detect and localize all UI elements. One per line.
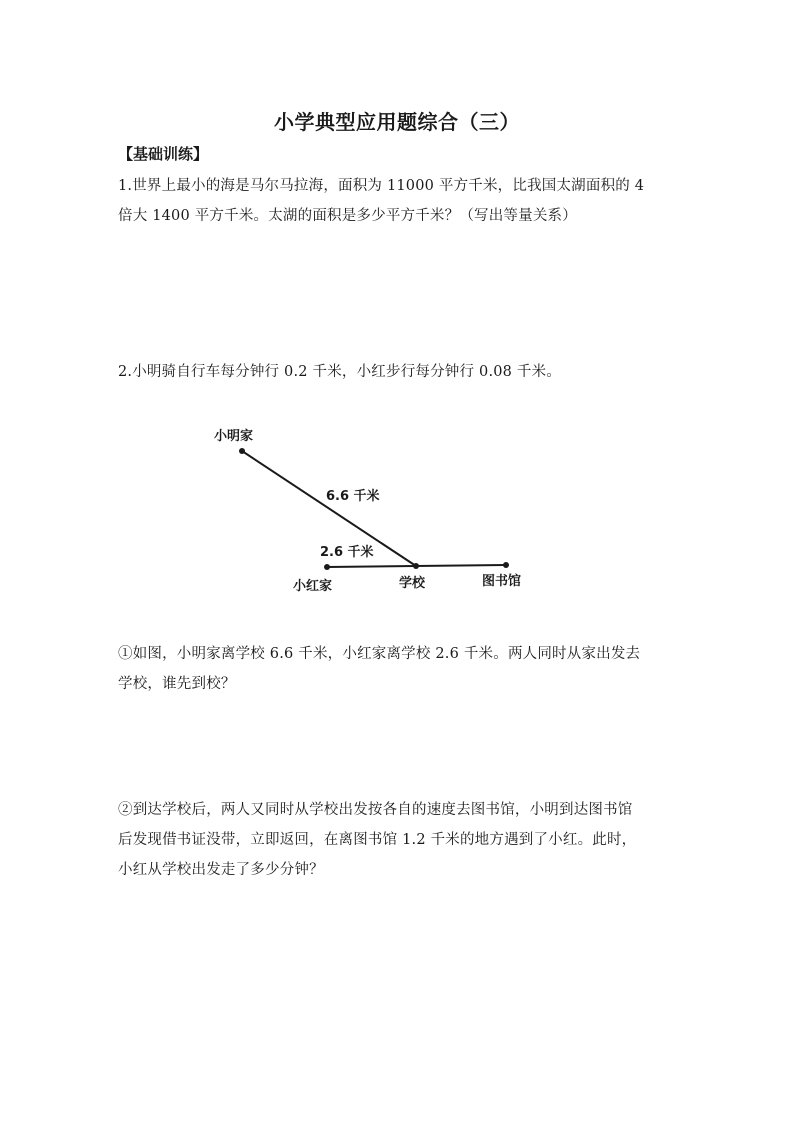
- point-library: [503, 562, 509, 568]
- route-diagram: [200, 420, 560, 610]
- question-2-intro-line: 2.小明骑自行车每分钟行 0.2 千米，小红步行每分钟行 0.08 千米。: [118, 364, 562, 380]
- label-school: 学校: [399, 576, 426, 591]
- label-xiaoming-home: 小明家: [214, 429, 254, 444]
- question-2-part-2-line-2: 后发现借书证没带，立即返回，在离图书馆 1.2 千米的地方遇到了小红。此时，: [118, 832, 637, 848]
- label-distance-long: 6.6 千米: [326, 489, 380, 504]
- point-school: [413, 563, 419, 569]
- label-xiaohong-home: 小红家: [293, 579, 333, 594]
- question-2-part-1: [118, 639, 683, 699]
- label-library: 图书馆: [482, 574, 522, 589]
- question-2-part-2-line-1: ②到达学校后，两人又同时从学校出发按各自的速度去图书馆，小明到达图书馆: [118, 802, 633, 818]
- question-2-part-1-line-2: 学校，谁先到校？: [118, 676, 236, 692]
- point-xiaohong-home: [324, 564, 330, 570]
- question-2-intro: [118, 357, 683, 387]
- point-xiaoming-home: [239, 448, 245, 454]
- page-title: 小学典型应用题综合（三）: [274, 110, 520, 134]
- route-diagram-svg: [200, 420, 560, 610]
- section-header: 【基础训练】: [118, 145, 209, 163]
- question-1-line-1: 1.世界上最小的海是马尔马拉海，面积为 11000 平方千米，比我国太湖面积的 4: [118, 178, 645, 194]
- question-2-part-1-line-1: ①如图，小明家离学校 6.6 千米，小红家离学校 2.6 千米。两人同时从家出发去: [118, 646, 641, 662]
- question-2-part-2-line-3: 小红从学校出发走了多少分钟？: [118, 862, 324, 878]
- question-1-line-2: 倍大 1400 平方千米。太湖的面积是多少平方千米？（写出等量关系）: [118, 208, 577, 224]
- question-1: [118, 171, 683, 231]
- question-2-part-2: [118, 795, 683, 885]
- label-distance-short: 2.6 千米: [320, 545, 374, 560]
